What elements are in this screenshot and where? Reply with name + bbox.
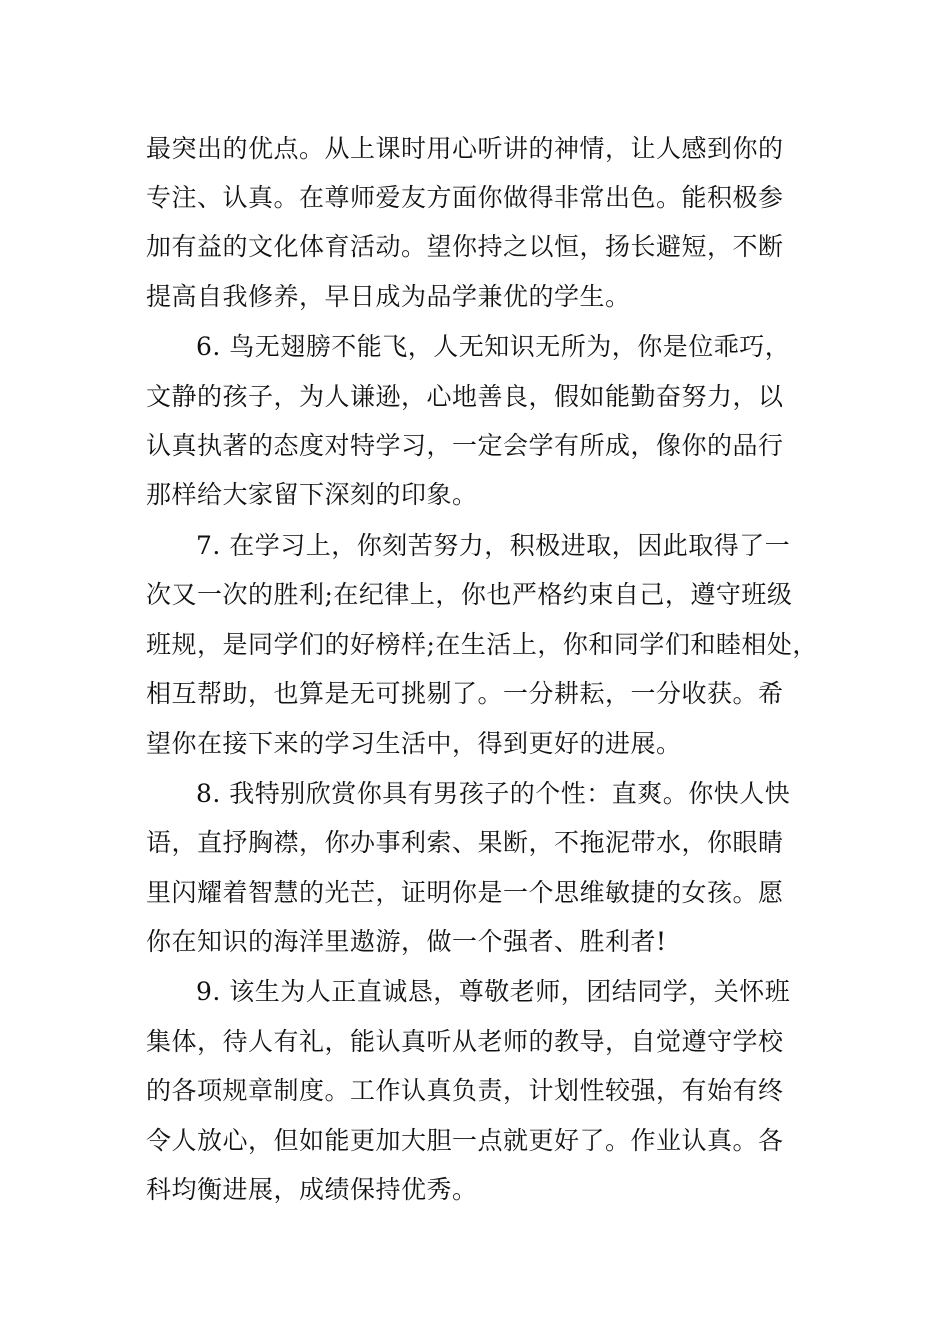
- text-line: 提高自我修养，早日成为品学兼优的学生。: [146, 282, 631, 311]
- text-line: 集体，待人有礼，能认真听从老师的教导，自觉遵守学校: [146, 1027, 784, 1056]
- text-line: 相互帮助，也算是无可挑剔了。一分耕耘，一分收获。希: [146, 679, 784, 708]
- text-line: 9. 该生为人正直诚恳，尊敬老师，团结同学，关怀班: [196, 977, 791, 1006]
- text-line: 那样给大家留下深刻的印象。: [146, 480, 478, 509]
- text-line: 班规，是同学们的好榜样;在生活上，你和同学们和睦相处，: [146, 630, 818, 659]
- text-line: 语，直抒胸襟，你办事利索、果断，不拖泥带水，你眼睛: [146, 828, 784, 857]
- text-line: 科均衡进展，成绩保持优秀。: [146, 1175, 478, 1204]
- text-line: 次又一次的胜利;在纪律上，你也严格约束自己，遵守班级: [146, 580, 793, 609]
- text-line: 8. 我特别欣赏你具有男孩子的个性：直爽。你快人快: [196, 779, 791, 808]
- text-line: 令人放心，但如能更加大胆一点就更好了。作业认真。各: [146, 1126, 784, 1155]
- text-line: 文静的孩子，为人谦逊，心地善良，假如能勤奋努力，以: [146, 382, 784, 411]
- text-line: 认真执著的态度对特学习，一定会学有所成，像你的品行: [146, 431, 784, 460]
- text-line: 专注、认真。在尊师爱友方面你做得非常出色。能积极参: [146, 183, 784, 212]
- text-line: 望你在接下来的学习生活中，得到更好的进展。: [146, 729, 682, 758]
- text-line: 你在知识的海洋里遨游，做一个强者、胜利者!: [146, 927, 667, 956]
- text-line: 里闪耀着智慧的光芒，证明你是一个思维敏捷的女孩。愿: [146, 878, 784, 907]
- text-line: 最突出的优点。从上课时用心听讲的神情，让人感到你的: [146, 134, 784, 163]
- text-line: 的各项规章制度。工作认真负责，计划性较强，有始有终: [146, 1076, 784, 1105]
- text-line: 加有益的文化体育活动。望你持之以恒，扬长避短，不断: [146, 232, 784, 261]
- text-line: 6. 鸟无翅膀不能飞，人无知识无所为，你是位乖巧，: [196, 332, 791, 361]
- text-line: 7. 在学习上，你刻苦努力，积极进取，因此取得了一: [196, 531, 791, 560]
